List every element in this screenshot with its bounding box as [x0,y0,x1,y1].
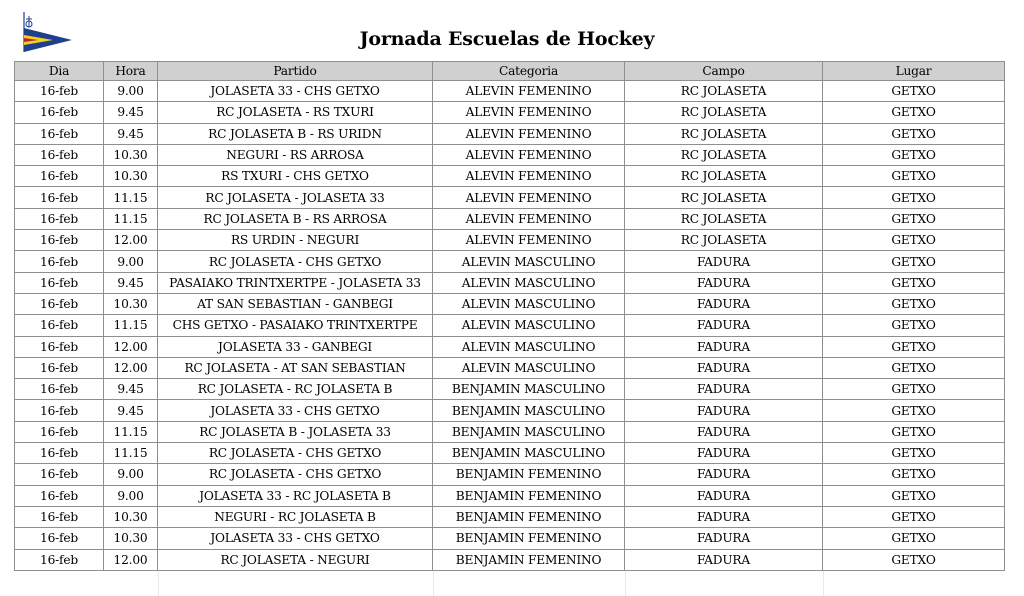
cell-hora: 10.30 [104,293,158,314]
cell-categoria: BENJAMIN FEMENINO [433,506,625,527]
cell-categoria: ALEVIN MASCULINO [433,272,625,293]
cell-hora: 10.30 [104,528,158,549]
table-row [15,293,1005,314]
cell-categoria: ALEVIN MASCULINO [433,315,625,336]
table-row [15,443,1005,464]
cell-hora: 9.45 [104,400,158,421]
cell-lugar: GETXO [823,485,1005,506]
cell-dia: 16-feb [15,379,104,400]
cell-categoria: ALEVIN FEMENINO [433,187,625,208]
cell-campo: FADURA [625,485,823,506]
cell-partido: AT SAN SEBASTIAN - GANBEGI [158,293,433,314]
cell-partido: JOLASETA 33 - GANBEGI [158,336,433,357]
cell-categoria: ALEVIN FEMENINO [433,230,625,251]
cell-partido: RC JOLASETA B - RS ARROSA [158,208,433,229]
cell-hora: 9.45 [104,123,158,144]
cell-hora: 9.45 [104,272,158,293]
cell-campo: FADURA [625,315,823,336]
cell-hora: 11.15 [104,421,158,442]
cell-dia: 16-feb [15,272,104,293]
cell-campo: FADURA [625,506,823,527]
table-row [15,272,1005,293]
cell-campo: RC JOLASETA [625,166,823,187]
cell-lugar: GETXO [823,421,1005,442]
cell-campo: RC JOLASETA [625,81,823,102]
cell-dia: 16-feb [15,230,104,251]
cell-lugar: GETXO [823,293,1005,314]
table-row [15,251,1005,272]
cell-campo: FADURA [625,464,823,485]
cell-lugar: GETXO [823,81,1005,102]
grid-line [625,571,626,596]
cell-lugar: GETXO [823,400,1005,421]
page-title: Jornada Escuelas de Hockey [359,28,655,50]
table-row [15,400,1005,421]
cell-campo: RC JOLASETA [625,102,823,123]
cell-categoria: BENJAMIN FEMENINO [433,485,625,506]
cell-campo: RC JOLASETA [625,187,823,208]
cell-partido: RC JOLASETA - RC JOLASETA B [158,379,433,400]
cell-partido: RC JOLASETA - CHS GETXO [158,251,433,272]
cell-hora: 9.00 [104,81,158,102]
cell-hora: 12.00 [104,230,158,251]
table-row [15,208,1005,229]
table-row [15,485,1005,506]
cell-partido: NEGURI - RC JOLASETA B [158,506,433,527]
schedule-table [14,61,1005,571]
cell-dia: 16-feb [15,549,104,570]
cell-partido: RS URDIN - NEGURI [158,230,433,251]
cell-categoria: BENJAMIN FEMENINO [433,464,625,485]
cell-categoria: ALEVIN MASCULINO [433,336,625,357]
cell-partido: NEGURI - RS ARROSA [158,144,433,165]
table-row [15,102,1005,123]
grid-line [158,571,159,596]
cell-campo: FADURA [625,379,823,400]
cell-lugar: GETXO [823,102,1005,123]
cell-lugar: GETXO [823,251,1005,272]
cell-categoria: ALEVIN MASCULINO [433,293,625,314]
cell-partido: CHS GETXO - PASAIAKO TRINTXERTPE [158,315,433,336]
table-row [15,528,1005,549]
cell-lugar: GETXO [823,528,1005,549]
cell-hora: 10.30 [104,144,158,165]
cell-partido: PASAIAKO TRINTXERTPE - JOLASETA 33 [158,272,433,293]
cell-lugar: GETXO [823,123,1005,144]
cell-partido: RC JOLASETA - RS TXURI [158,102,433,123]
table-row [15,336,1005,357]
cell-dia: 16-feb [15,251,104,272]
cell-hora: 9.00 [104,485,158,506]
table-row [15,464,1005,485]
cell-dia: 16-feb [15,208,104,229]
cell-partido: RC JOLASETA B - RS URIDN [158,123,433,144]
cell-hora: 12.00 [104,357,158,378]
cell-hora: 9.45 [104,379,158,400]
table-row [15,187,1005,208]
table-row [15,144,1005,165]
col-header-partido: Partido [158,62,433,81]
table-row [15,230,1005,251]
table-row [15,315,1005,336]
cell-lugar: GETXO [823,208,1005,229]
cell-dia: 16-feb [15,400,104,421]
cell-dia: 16-feb [15,293,104,314]
cell-campo: FADURA [625,357,823,378]
cell-hora: 10.30 [104,166,158,187]
cell-categoria: BENJAMIN MASCULINO [433,379,625,400]
cell-partido: RC JOLASETA B - JOLASETA 33 [158,421,433,442]
cell-lugar: GETXO [823,549,1005,570]
cell-partido: RS TXURI - CHS GETXO [158,166,433,187]
cell-hora: 12.00 [104,336,158,357]
cell-lugar: GETXO [823,166,1005,187]
cell-dia: 16-feb [15,144,104,165]
cell-dia: 16-feb [15,102,104,123]
cell-dia: 16-feb [15,166,104,187]
cell-lugar: GETXO [823,443,1005,464]
cell-partido: JOLASETA 33 - CHS GETXO [158,528,433,549]
cell-campo: FADURA [625,421,823,442]
cell-dia: 16-feb [15,485,104,506]
cell-campo: FADURA [625,251,823,272]
cell-partido: RC JOLASETA - CHS GETXO [158,443,433,464]
cell-campo: FADURA [625,549,823,570]
cell-lugar: GETXO [823,379,1005,400]
cell-categoria: BENJAMIN MASCULINO [433,443,625,464]
col-header-lugar: Lugar [823,62,1005,81]
cell-campo: FADURA [625,443,823,464]
cell-hora: 10.30 [104,506,158,527]
cell-dia: 16-feb [15,315,104,336]
cell-categoria: ALEVIN FEMENINO [433,123,625,144]
cell-categoria: ALEVIN FEMENINO [433,208,625,229]
cell-lugar: GETXO [823,315,1005,336]
cell-campo: RC JOLASETA [625,144,823,165]
cell-categoria: BENJAMIN MASCULINO [433,400,625,421]
table-row [15,123,1005,144]
cell-dia: 16-feb [15,81,104,102]
cell-campo: RC JOLASETA [625,230,823,251]
cell-categoria: ALEVIN FEMENINO [433,81,625,102]
cell-partido: JOLASETA 33 - CHS GETXO [158,81,433,102]
cell-categoria: ALEVIN MASCULINO [433,251,625,272]
cell-categoria: ALEVIN FEMENINO [433,144,625,165]
cell-hora: 9.45 [104,102,158,123]
cell-campo: FADURA [625,528,823,549]
cell-campo: FADURA [625,400,823,421]
cell-campo: FADURA [625,336,823,357]
cell-dia: 16-feb [15,357,104,378]
col-header-categoria: Categoria [433,62,625,81]
cell-categoria: BENJAMIN FEMENINO [433,549,625,570]
cell-lugar: GETXO [823,506,1005,527]
col-header-hora: Hora [104,62,158,81]
cell-categoria: ALEVIN MASCULINO [433,357,625,378]
cell-hora: 11.15 [104,187,158,208]
cell-campo: RC JOLASETA [625,123,823,144]
cell-hora: 11.15 [104,443,158,464]
cell-campo: FADURA [625,272,823,293]
cell-categoria: BENJAMIN MASCULINO [433,421,625,442]
cell-categoria: ALEVIN FEMENINO [433,102,625,123]
cell-dia: 16-feb [15,187,104,208]
cell-categoria: BENJAMIN FEMENINO [433,528,625,549]
cell-lugar: GETXO [823,464,1005,485]
grid-line [823,571,824,596]
cell-dia: 16-feb [15,336,104,357]
cell-partido: RC JOLASETA - NEGURI [158,549,433,570]
cell-campo: FADURA [625,293,823,314]
cell-partido: RC JOLASETA - AT SAN SEBASTIAN [158,357,433,378]
cell-hora: 11.15 [104,208,158,229]
cell-dia: 16-feb [15,421,104,442]
table-row [15,379,1005,400]
cell-lugar: GETXO [823,357,1005,378]
cell-lugar: GETXO [823,272,1005,293]
table-row [15,506,1005,527]
table-row [15,421,1005,442]
cell-lugar: GETXO [823,336,1005,357]
col-header-dia: Dia [15,62,104,81]
cell-lugar: GETXO [823,187,1005,208]
cell-hora: 11.15 [104,315,158,336]
cell-dia: 16-feb [15,528,104,549]
cell-dia: 16-feb [15,506,104,527]
table-header-row [15,62,1005,81]
table-row [15,166,1005,187]
cell-hora: 9.00 [104,251,158,272]
cell-partido: JOLASETA 33 - CHS GETXO [158,400,433,421]
cell-categoria: ALEVIN FEMENINO [433,166,625,187]
table-row [15,81,1005,102]
cell-partido: JOLASETA 33 - RC JOLASETA B [158,485,433,506]
cell-campo: RC JOLASETA [625,208,823,229]
table-row [15,357,1005,378]
cell-partido: RC JOLASETA - JOLASETA 33 [158,187,433,208]
cell-dia: 16-feb [15,123,104,144]
cell-lugar: GETXO [823,144,1005,165]
cell-dia: 16-feb [15,464,104,485]
cell-dia: 16-feb [15,443,104,464]
grid-line [433,571,434,596]
cell-partido: RC JOLASETA - CHS GETXO [158,464,433,485]
table-row [15,549,1005,570]
col-header-campo: Campo [625,62,823,81]
cell-hora: 12.00 [104,549,158,570]
cell-lugar: GETXO [823,230,1005,251]
cell-hora: 9.00 [104,464,158,485]
